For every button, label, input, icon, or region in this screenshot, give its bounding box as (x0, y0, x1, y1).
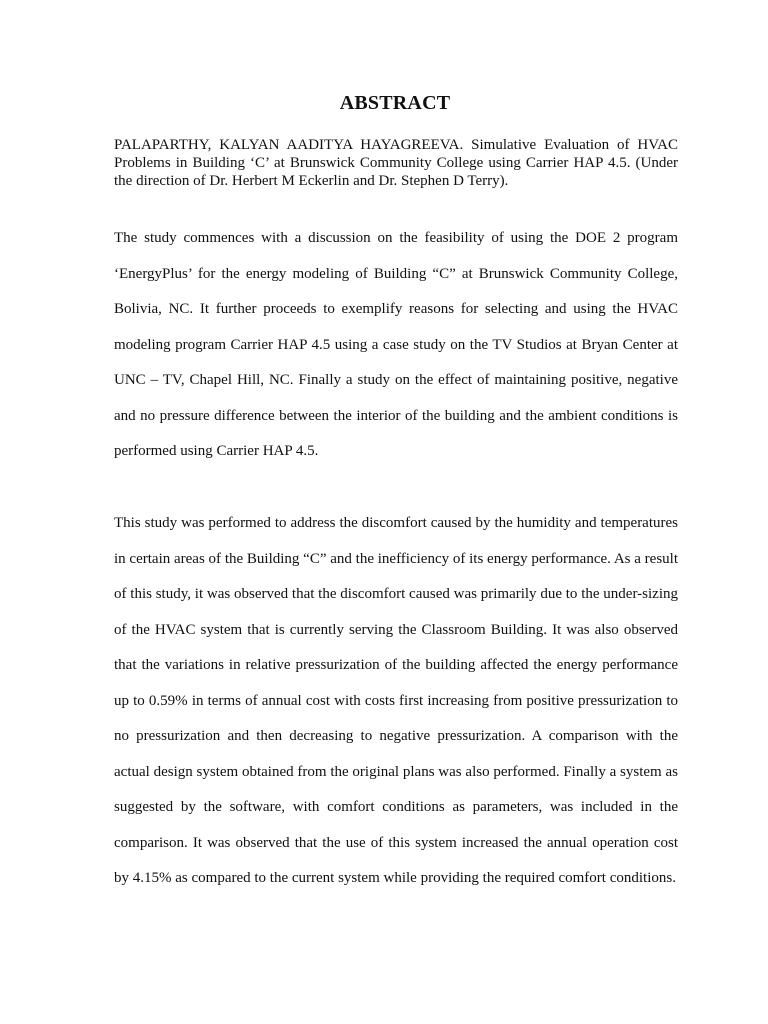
citation-paragraph: PALAPARTHY, KALYAN AADITYA HAYAGREEVA. Simulative Evaluation of HVAC Problems in Building ‘C’ at Brunswick Community College using Carrier HAP 4.5. (Under the direction of Dr. Herbert M Eckerlin and Dr. Stephen D Terry). (114, 137, 678, 189)
body-paragraph-1: The study commences with a discussion on the feasibility of using the DOE 2 program ‘EnergyPlus’ for the energy modeling of Building “C” at Brunswick Community College, Bolivia, NC. It further proceeds to exemplify reasons for selecting and using the HVAC modeling program Carrier HAP 4.5 using a case study on the TV Studios at Bryan Center at UNC – TV, Chapel Hill, NC. Finally a study on the effect of maintaining positive, negative and no pressure difference between the interior of the building and the ambient conditions is performed using Carrier HAP 4.5. (114, 230, 678, 459)
body-paragraph-2: This study was performed to address the discomfort caused by the humidity and temperatures in certain areas of the Building “C” and the inefficiency of its energy performance. As a result of this study, it was observed that the discomfort caused was primarily due to the under-sizing of the HVAC system that is currently serving the Classroom Building. It was also observed that the variations in relative pressurization of the building affected the energy performance up to 0.59% in terms of annual cost with costs first increasing from positive pressurization to no pressurization and then decreasing to negative pressurization. A comparison with the actual design system obtained from the original plans was also performed. Finally a system as suggested by the software, with comfort conditions as parameters, was included in the comparison. It was observed that the use of this system increased the annual operation cost by 4.15% as compared to the current system while providing the required comfort conditions. (114, 515, 678, 886)
page-title: ABSTRACT (339, 92, 451, 114)
